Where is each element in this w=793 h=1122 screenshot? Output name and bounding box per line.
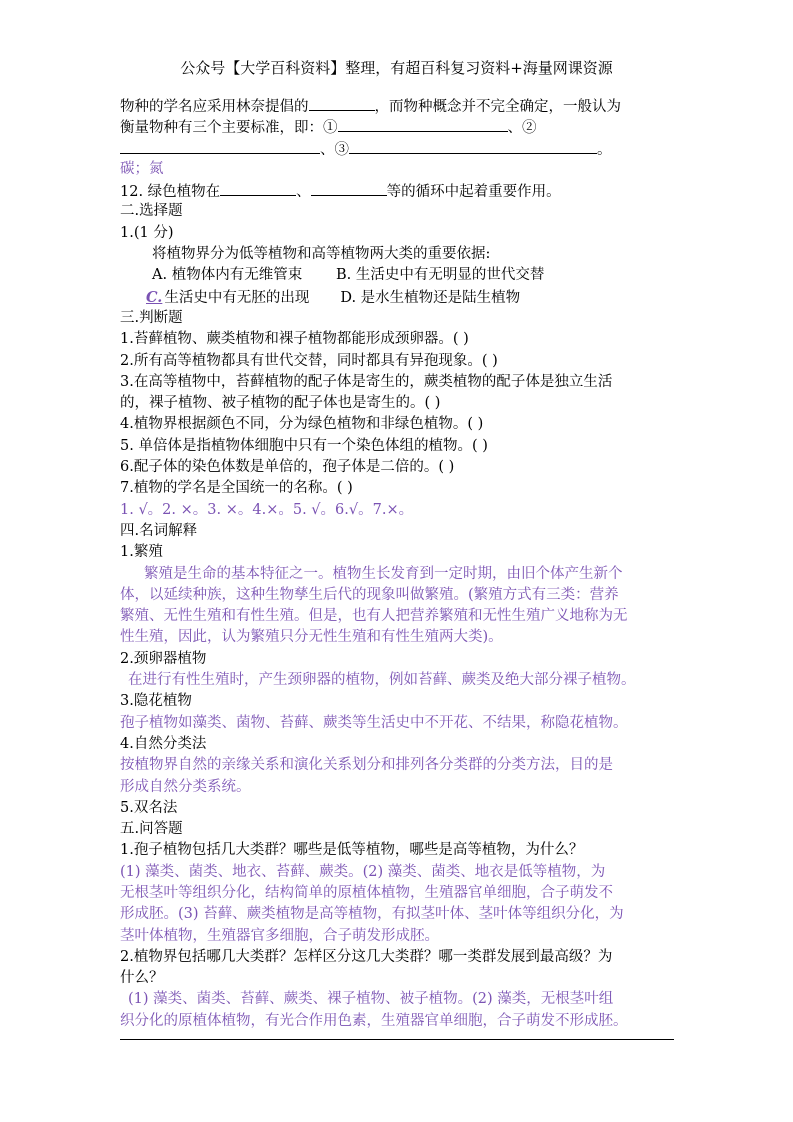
- qa-answer: (1) 藻类、菌类、地衣、苔藓、蕨类。(2) 藻类、菌类、地衣是低等植物，为: [120, 863, 606, 880]
- question-12: [120, 180, 680, 201]
- term-answer: 按植物界自然的亲缘关系和演化关系划分和排列各分类群的分类方法，目的是: [120, 757, 613, 774]
- judge-item: 2.所有高等植物都具有世代交替，同时都具有异孢现象。( ): [120, 352, 498, 369]
- qa-answer: 茎叶体植物，生殖器官多细胞，合子萌发形成胚。: [120, 927, 439, 944]
- answer-blank: [311, 180, 387, 196]
- term-answer: 形成自然分类系统。: [120, 778, 251, 795]
- term-title: 3.隐花植物: [120, 693, 192, 710]
- term-answer: 孢子植物如藻类、菌物、苔藓、蕨类等生活史中不开花、不结果，称隐花植物。: [120, 714, 628, 731]
- term-title: 1.繁殖: [120, 544, 163, 561]
- text: 12. 绿色植物在: [120, 184, 221, 201]
- page-header: 公众号【大学百科资料】整理，有超百科复习资料+海量网课资源: [180, 59, 613, 77]
- choice-q1-label: 1.(1 分): [120, 224, 174, 241]
- choice-q1-stem: 将植物界分为低等植物和高等植物两大类的重要依据:: [152, 246, 491, 263]
- qa-answer: 无根茎叶等组织分化，结构简单的原植体植物，生殖器官单细胞，合子萌发不: [120, 884, 613, 901]
- section-heading-choice: 二.选择题: [120, 203, 183, 220]
- text: 等的循环中起着重要作用。: [386, 184, 561, 201]
- qa-answer: 织分化的原植体植物，有光合作用色素，生殖器官单细胞，合子萌发不形成胚。: [120, 1012, 628, 1029]
- term-title: 5.双名法: [120, 799, 178, 816]
- qa-question: 2.植物界包括哪几大类群？怎样区分这几大类群？哪一类群发展到最高级？为: [120, 948, 613, 965]
- text: 衡量物种有三个主要标准，即：①: [120, 120, 338, 137]
- judge-item: 的，裸子植物、被子植物的配子体也是寄生的。( ): [120, 395, 441, 412]
- qa-question: 什么？: [120, 970, 164, 987]
- option-d: D. 是水生植物还是陆生植物: [340, 289, 521, 306]
- fill-line-3: [120, 138, 680, 159]
- term-answer: 在进行有性生殖时，产生颈卵器的植物，例如苔藓、蕨类及绝大部分裸子植物。: [128, 672, 636, 689]
- answer-blank: [220, 180, 296, 196]
- footer-divider: [120, 1039, 674, 1040]
- text: ，而物种概念并不完全确定，一般认为: [374, 99, 621, 115]
- term-title: 4.自然分类法: [120, 735, 207, 752]
- judge-item: 4.植物界根据颜色不同，分为绿色植物和非绿色植物。( ): [120, 416, 484, 433]
- term-answer: 性生殖，因此，认为繁殖只分无性生殖和有性生殖两大类)。: [120, 629, 503, 646]
- judge-item: 7.植物的学名是全国统一的名称。( ): [120, 480, 353, 497]
- answer-mark: C.: [146, 288, 163, 306]
- qa-answer: (1) 藻类、菌类、苔藓、蕨类、裸子植物、被子植物。(2) 藻类，无根茎叶组: [128, 991, 614, 1008]
- term-title: 2.颈卵器植物: [120, 650, 207, 667]
- judge-answers: 1. √。2. ×。3. ×。4.×。5. √。6.√。7.×。: [120, 501, 414, 518]
- text: 。: [597, 141, 612, 158]
- choice-options-cd: [120, 287, 680, 308]
- text: 、②: [507, 120, 537, 137]
- answer-blank: [120, 138, 320, 154]
- answer-blank: [338, 116, 508, 132]
- answer-blank: [349, 138, 597, 154]
- section-heading-qa: 五.问答题: [120, 821, 183, 838]
- term-answer: 繁殖是生命的基本特征之一。植物生长发育到一定时期，由旧个体产生新个: [144, 565, 623, 582]
- choice-options-ab: [120, 265, 680, 286]
- section-heading-judge: 三.判断题: [120, 309, 183, 326]
- judge-item: 5. 单倍体是指植物体细胞中只有一个染色体组的植物。( ): [120, 437, 488, 454]
- text: 、: [296, 184, 311, 201]
- fill-line-1: [120, 95, 680, 116]
- text: 、③: [320, 141, 349, 158]
- section-heading-terms: 四.名词解释: [120, 522, 198, 539]
- qa-question: 1.孢子植物包括几大类群？哪些是低等植物，哪些是高等植物，为什么？: [120, 842, 584, 859]
- term-answer: 体，以延续种族，这种生物孳生后代的现象叫做繁殖。(繁殖方式有三类：营养: [120, 586, 619, 603]
- option-b: B. 生活史中有无明显的世代交替: [336, 267, 545, 284]
- answer-11: 碳；氮: [120, 160, 164, 177]
- text: 物种的学名应采用林奈提倡的: [120, 99, 309, 115]
- option-c: 生活史中有无胚的出现: [164, 289, 310, 306]
- document-body: [120, 95, 680, 1032]
- fill-line-2: [120, 116, 680, 137]
- answer-blank: [309, 95, 375, 111]
- qa-answer: 形成胚。(3) 苔藓、蕨类植物是高等植物，有拟茎叶体、茎叶体等组织分化，为: [120, 906, 624, 923]
- option-a: A. 植物体内有无维管束: [152, 267, 303, 284]
- term-answer: 繁殖、无性生殖和有性生殖。但是，也有人把营养繁殖和无性生殖广义地称为无: [120, 608, 628, 625]
- judge-item: 3.在高等植物中，苔藓植物的配子体是寄生的，蕨类植物的配子体是独立生活: [120, 373, 613, 390]
- judge-item: 6.配子体的染色体数是单倍的，孢子体是二倍的。( ): [120, 459, 455, 476]
- judge-item: 1.苔藓植物、蕨类植物和裸子植物都能形成颈卵器。( ): [120, 331, 469, 348]
